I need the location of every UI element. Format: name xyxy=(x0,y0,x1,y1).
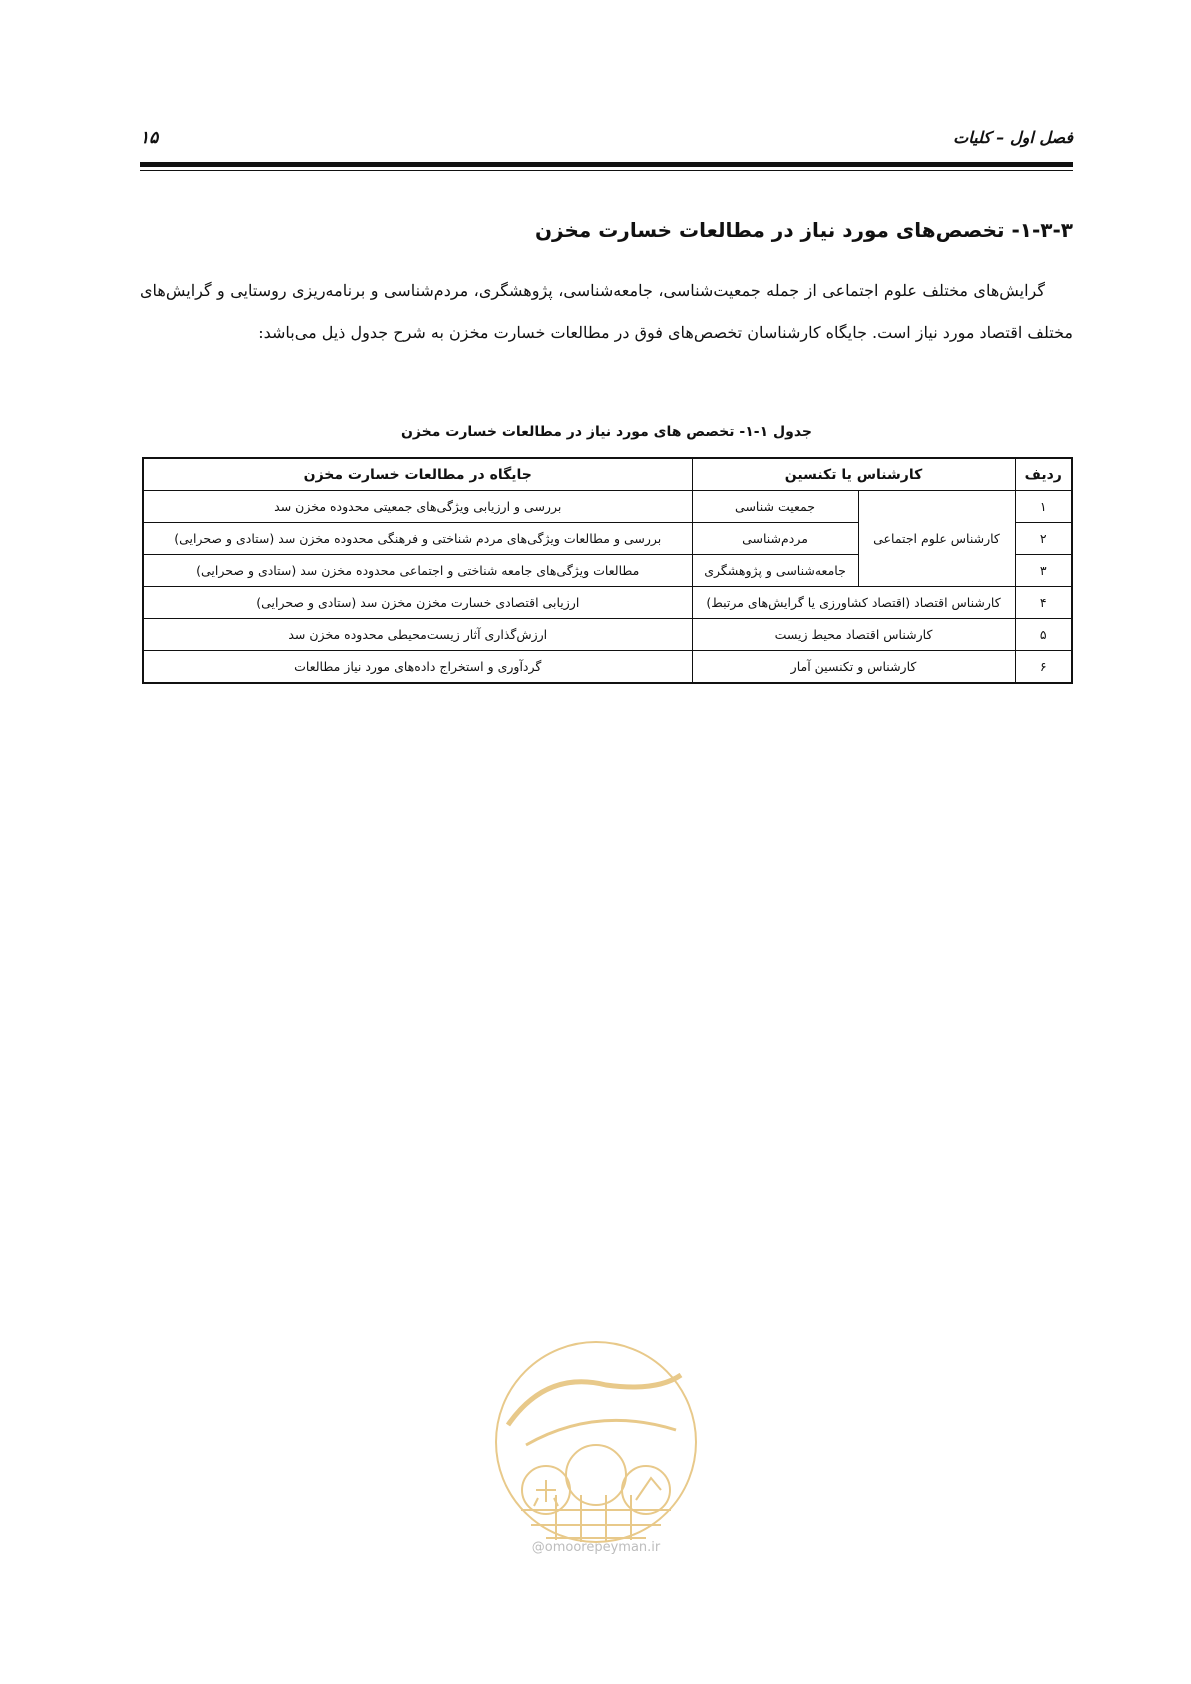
body-paragraph: گرایش‌های مختلف علوم اجتماعی از جمله جمعیت‌شناسی، جامعه‌شناسی، پژوهشگری، مردم‌شناسی و برنامه‌ریزی روستایی و گرایش‌های مختلف اقتصاد مورد نیاز است. جایگاه کارشناسان تخصص‌های فوق در مطالعات خسارت مخزن به شرح جدول ذیل می‌باشد: xyxy=(140,281,1073,342)
cell-role: ارزیابی اقتصادی خسارت مخزن مخزن سد (ستادی و صحرایی) xyxy=(143,587,692,619)
cell-expert: کارشناس و تکنسین آمار xyxy=(692,651,1015,684)
cell-row-no: ۱ xyxy=(1015,491,1072,523)
cell-role: ارزش‌گذاری آثار زیست‌محیطی محدوده مخزن سد xyxy=(143,619,692,651)
section-heading: ۱-۳-۳- تخصص‌های مورد نیاز در مطالعات خسارت مخزن xyxy=(534,218,1073,242)
header-role: جایگاه در مطالعات خسارت مخزن xyxy=(143,458,692,491)
cell-expert: جامعه‌شناسی و پژوهشگری xyxy=(692,555,858,587)
header-rule-thin xyxy=(140,170,1073,171)
watermark-gear-right-icon xyxy=(622,1466,670,1514)
cell-role: بررسی و مطالعات ویژگی‌های مردم شناختی و فرهنگی محدوده مخزن سد (ستادی و صحرایی) xyxy=(143,523,692,555)
table-row xyxy=(143,491,1072,523)
specialties-table xyxy=(142,457,1073,684)
watermark-logo xyxy=(486,1330,706,1560)
table-header-row xyxy=(143,458,1072,491)
cell-expert: مردم‌شناسی xyxy=(692,523,858,555)
table-row xyxy=(143,651,1072,684)
table-row xyxy=(143,619,1072,651)
chapter-title: فصل اول – کلیات xyxy=(953,128,1073,147)
watermark-scale-icon xyxy=(534,1480,558,1506)
table-row xyxy=(143,587,1072,619)
cell-row-no: ۶ xyxy=(1015,651,1072,684)
watermark-shovel-icon xyxy=(636,1478,661,1500)
cell-group-label: کارشناس علوم اجتماعی xyxy=(858,491,1015,587)
watermark-grid-icon xyxy=(521,1495,671,1542)
cell-row-no: ۲ xyxy=(1015,523,1072,555)
page-number: ۱۵ xyxy=(140,128,159,148)
watermark-swoosh2-icon xyxy=(526,1420,676,1445)
cell-row-no: ۴ xyxy=(1015,587,1072,619)
cell-expert: جمعیت شناسی xyxy=(692,491,858,523)
header-row-no: ردیف xyxy=(1015,458,1072,491)
watermark-url: @omoorepeyman.ir xyxy=(531,1540,661,1555)
running-header xyxy=(140,128,1073,160)
cell-expert: کارشناس اقتصاد (اقتصاد کشاورزی یا گرایش‌های مرتبط) xyxy=(692,587,1015,619)
header-rule-thick xyxy=(140,162,1073,167)
header-expert: کارشناس یا تکنسین xyxy=(692,458,1015,491)
cell-row-no: ۳ xyxy=(1015,555,1072,587)
cell-role: بررسی و ارزیابی ویژگی‌های جمعیتی محدوده مخزن سد xyxy=(143,491,692,523)
cell-row-no: ۵ xyxy=(1015,619,1072,651)
cell-role: مطالعات ویژگی‌های جامعه شناختی و اجتماعی محدوده مخزن سد (ستادی و صحرایی) xyxy=(143,555,692,587)
cell-expert: کارشناس اقتصاد محیط زیست xyxy=(692,619,1015,651)
watermark-swoosh-icon xyxy=(508,1375,681,1425)
table-caption: جدول ۱-۱- تخصص های مورد نیاز در مطالعات خسارت مخزن xyxy=(400,424,813,440)
watermark-gear-center-icon xyxy=(566,1445,626,1505)
cell-role: گردآوری و استخراج داده‌های مورد نیاز مطالعات xyxy=(143,651,692,684)
watermark-ring-icon xyxy=(496,1342,696,1542)
